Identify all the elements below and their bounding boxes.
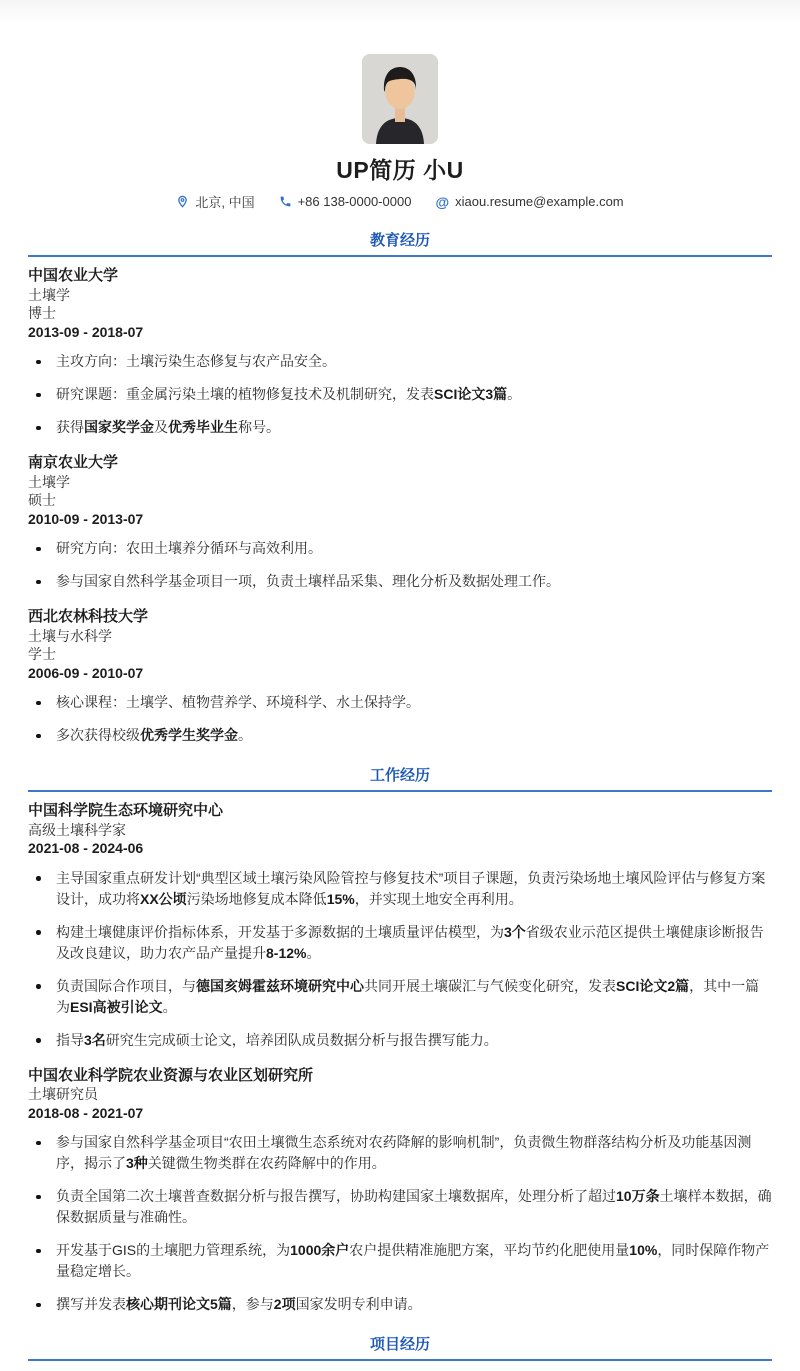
entry-heading-line: 西北农林科技大学 [28, 608, 149, 625]
bullet-text: 开发基于GIS的土壤肥力管理系统，为 [56, 1242, 291, 1258]
section-entries [28, 1361, 772, 1371]
contact-location-text: 北京, 中国 [195, 195, 255, 210]
section-title: 教育经历 [369, 232, 430, 249]
bullet-text: 参与国家自然科学基金项目“农田土壤微生态系统对农药降解的影响机制”，负责微生物群落结构分析及功能基因测序，揭示了 [56, 1134, 752, 1171]
entry-heading-line: 高级土壤科学家 [28, 821, 126, 838]
entry-heading-line: 中国农业科学院农业资源与农业区划研究所 [28, 1066, 314, 1084]
bullet-text-bold: ESI高被引论文 [70, 998, 163, 1015]
bullet-text-bold: SCI论文2篇 [616, 977, 690, 994]
bullet-text: ，同时保障作物产量稳定增长。 [56, 1242, 770, 1279]
bullet-item [28, 692, 772, 713]
bullet-text: 主攻方向：土壤污染生态修复与农产品安全。 [56, 353, 336, 369]
bullet-item [28, 571, 772, 592]
bullet-text-bold: 8-12% [266, 944, 307, 961]
bullet-item [28, 1186, 772, 1228]
entry-heading-line: 中国农业大学 [28, 267, 119, 284]
entry-heading-line: 土壤学 [28, 286, 70, 303]
entry-heading [28, 608, 772, 682]
bullet-text: 获得 [56, 419, 84, 435]
portrait-illustration [362, 54, 438, 144]
bullet-text: 。 [306, 944, 321, 961]
bullet-text-bold: 10万条 [616, 1188, 660, 1204]
section-header [28, 1333, 772, 1361]
bullet-text: 。 [162, 998, 177, 1015]
bullet-text: 主导国家重点研发计划“典型区域土壤污染风险管控与修复技术”项目子课题，负责污染场地土壤风险评估与修复方案设计，成功将 [56, 869, 766, 907]
bullet-text-bold: 优秀毕业生 [168, 419, 238, 435]
resume-entry [28, 802, 772, 1051]
bullet-text: 负责全国第二次土壤普查数据分析与报告撰写，协助构建国家土壤数据库，处理分析了超过 [56, 1188, 616, 1204]
bullet-text: ，并实现土地安全再利用。 [354, 890, 523, 907]
entry-heading-line: 土壤与水科学 [28, 627, 112, 644]
contact-phone [279, 194, 412, 209]
contact-row [28, 192, 772, 211]
sections [28, 229, 772, 1371]
section-entries [28, 257, 772, 746]
resume-entry [28, 1067, 772, 1316]
resume-entry [28, 267, 772, 438]
bullet-text: 负责国际合作项目，与 [56, 977, 196, 994]
bullet-text-bold: 15% [326, 890, 355, 907]
resume-entry [28, 454, 772, 592]
bullet-text-bold: 国家奖学金 [84, 419, 154, 435]
bullet-text: ，其中一篇为 [56, 977, 760, 1015]
bullet-text: 研究课题：重金属污染土壤的植物修复技术及机制研究，发表 [56, 386, 434, 402]
entry-bullets [28, 1132, 772, 1315]
bullet-text: 。 [507, 386, 522, 402]
bullet-text: 污染场地修复成本降低 [186, 890, 327, 907]
page-top-shadow [0, 0, 800, 22]
entry-heading-line: 硕士 [28, 492, 56, 508]
phone-icon [279, 195, 292, 208]
at-sign-icon: @ [435, 193, 450, 210]
bullet-text: 参与国家自然科学基金项目一项，负责土壤样品采集、理化分析及数据处理工作。 [56, 573, 560, 589]
candidate-name: UP简历 小U [336, 157, 464, 183]
entry-heading-line: 南京农业大学 [28, 454, 119, 471]
entry-heading-line: 中国科学院生态环境研究中心 [28, 802, 224, 819]
bullet-text: 构建土壤健康评价指标体系，开发基于多源数据的土壤质量评估模型，为 [56, 923, 504, 940]
entry-heading-line: 学士 [28, 646, 56, 662]
bullet-text: 关键微生物类群在农药降解中的作用。 [147, 1155, 386, 1171]
bullet-item [28, 868, 772, 910]
section-header [28, 229, 772, 257]
section-title: 工作经历 [369, 767, 430, 784]
bullet-text: 指导 [56, 1031, 84, 1048]
entry-heading-line: 土壤学 [28, 473, 70, 490]
entry-bullets [28, 868, 772, 1051]
bullet-text-bold: 3个 [504, 923, 526, 940]
entry-heading-line: 2018-08 - 2021-07 [28, 1104, 144, 1121]
contact-location [176, 192, 254, 211]
bullet-text-bold: 2项 [273, 1296, 296, 1312]
contact-email [435, 194, 623, 209]
bullet-text: 核心课程：土壤学、植物营养学、环境科学、水土保持学。 [56, 694, 420, 710]
entry-heading-line: 2021-08 - 2024-06 [28, 840, 144, 856]
profile-photo [362, 54, 438, 144]
bullet-item [28, 384, 772, 405]
bullet-text-bold: 3种 [126, 1155, 148, 1171]
bullet-item [28, 922, 772, 964]
bullet-item [28, 1294, 772, 1315]
bullet-text-bold: 10% [629, 1242, 658, 1258]
entry-bullets [28, 692, 772, 746]
bullet-text: 省级农业示范区提供土壤健康诊断报告及改良建议，助力农产品产量提升 [56, 923, 764, 961]
entry-heading-line: 土壤研究员 [28, 1086, 98, 1102]
contact-phone-text: +86 138-0000-0000 [297, 194, 412, 209]
section-title: 项目经历 [369, 1336, 430, 1353]
entry-heading-line: 2006-09 - 2010-07 [28, 664, 144, 681]
resume-page [0, 22, 800, 1371]
bullet-text-bold: XX公顷 [140, 890, 187, 907]
entry-heading [28, 802, 772, 858]
entry-heading [28, 267, 772, 341]
bullet-text: 研究方向：农田土壤养分循环与高效利用。 [56, 540, 322, 556]
entry-bullets [28, 351, 772, 438]
bullet-item [28, 1132, 772, 1174]
resume-entry [28, 608, 772, 746]
bullet-text: 研究生完成硕士论文，培养团队成员数据分析与报告撰写能力。 [105, 1031, 498, 1048]
bullet-item [28, 1030, 772, 1051]
bullet-text: 。 [238, 727, 252, 743]
bullet-text-bold: 核心期刊论文5篇 [126, 1296, 232, 1312]
bullet-text: 撰写并发表 [56, 1296, 126, 1312]
bullet-text: 多次获得校级 [56, 727, 140, 743]
bullet-item [28, 1240, 772, 1282]
bullet-item [28, 725, 772, 746]
bullet-item [28, 351, 772, 372]
bullet-text-bold: 优秀学生奖学金 [140, 727, 238, 743]
entry-heading-line: 博士 [28, 305, 56, 321]
bullet-text: 土壤样本数据，确保数据质量与准确性。 [56, 1188, 772, 1225]
location-pin-icon [176, 195, 189, 208]
bullet-text-bold: 德国亥姆霍兹环境研究中心 [196, 977, 364, 994]
section-header [28, 764, 772, 792]
resume-section [28, 1333, 772, 1371]
resume-header [28, 22, 772, 211]
entry-heading-line: 2013-09 - 2018-07 [28, 323, 144, 340]
resume-section [28, 229, 772, 746]
bullet-text-bold: 1000余户 [290, 1242, 350, 1258]
bullet-item [28, 417, 772, 438]
bullet-text: ，参与 [231, 1296, 274, 1312]
bullet-item [28, 538, 772, 559]
contact-email-text: xiaou.resume@example.com [455, 194, 624, 209]
entry-heading [28, 1067, 772, 1123]
entry-heading [28, 454, 772, 528]
entry-heading-line: 2010-09 - 2013-07 [28, 510, 144, 527]
section-entries [28, 792, 772, 1315]
bullet-text: 共同开展土壤碳汇与气候变化研究，发表 [364, 977, 616, 994]
bullet-text: 及 [154, 419, 168, 435]
bullet-text: 国家发明专利申请。 [295, 1296, 422, 1312]
bullet-text: 称号。 [238, 419, 280, 435]
resume-section [28, 764, 772, 1315]
entry-bullets [28, 538, 772, 592]
bullet-text-bold: 3名 [84, 1031, 106, 1048]
bullet-text-bold: SCI论文3篇 [434, 386, 508, 402]
bullet-text: 农户提供精准施肥方案，平均节约化肥使用量 [349, 1242, 630, 1258]
bullet-item [28, 976, 772, 1018]
